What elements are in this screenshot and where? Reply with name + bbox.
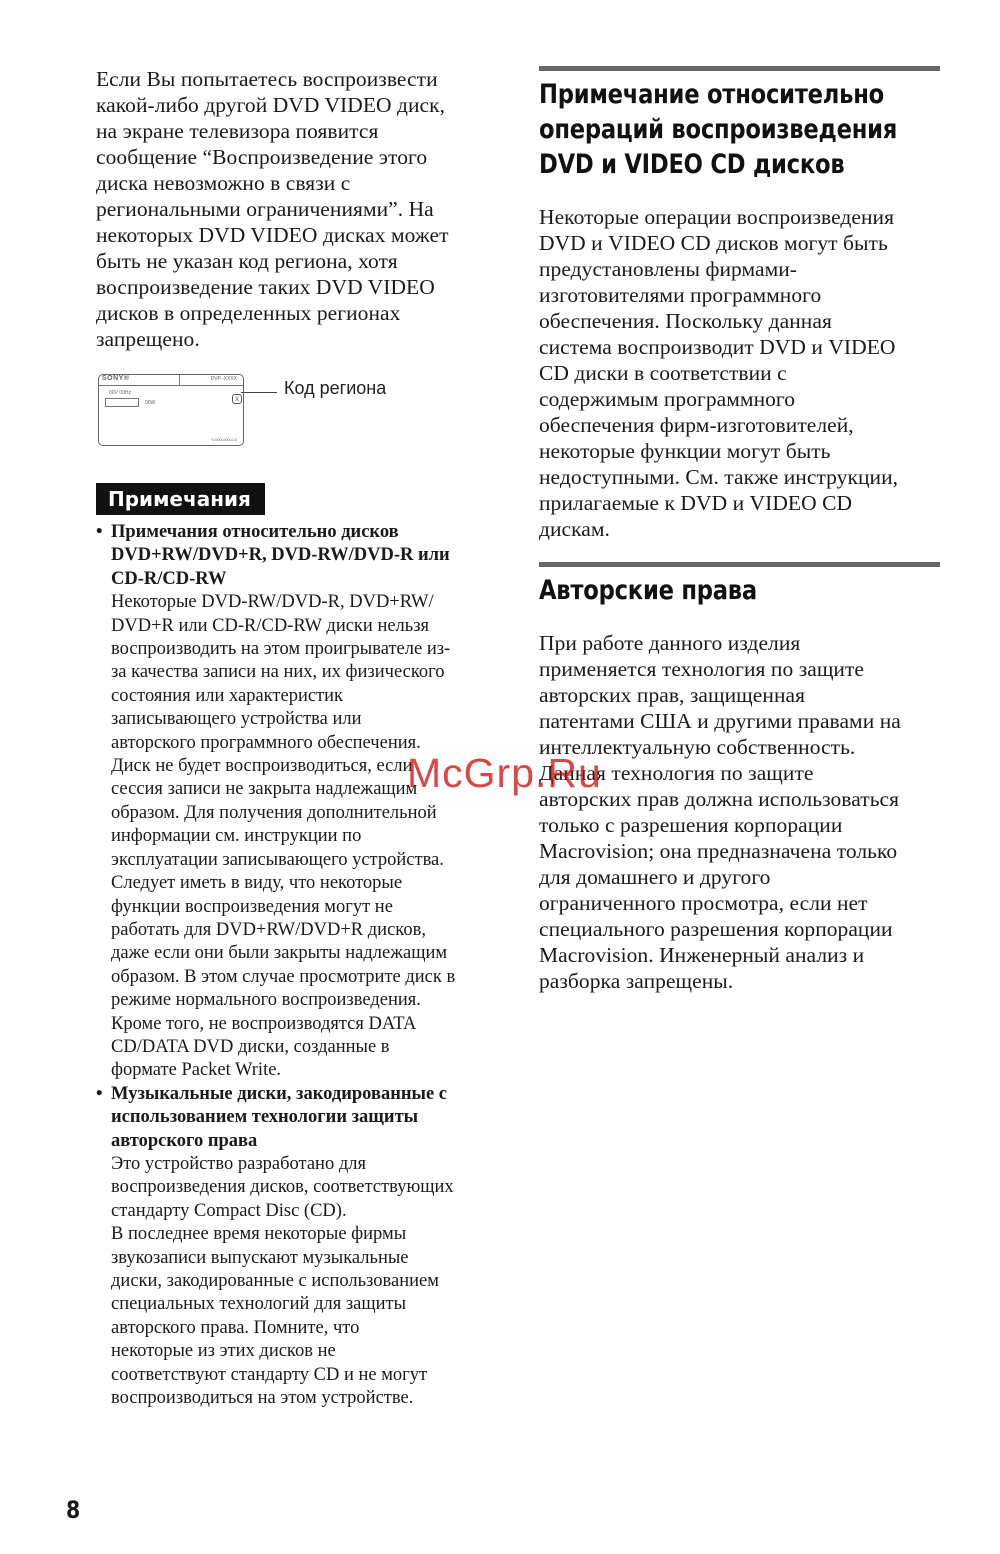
region-code-caption: Код региона (284, 378, 387, 398)
section-rule (539, 66, 940, 71)
note-item (96, 1083, 506, 1411)
intro-paragraph: Если Вы попытаетесь воспроизвести какой-либо другой DVD VIDEO диск, на экране телевизора появится сообщение “Воспроизведение этого диска невозможно в связи с региональными ограничениями”. На некоторых DVD VIDEO дисках может быть не указан код региона, хотя воспроизведение таких DVD VIDEO дисков в определенных регионах запрещено. (96, 67, 449, 351)
page-number: 8 (66, 1496, 81, 1524)
note-title: Примечания относительно дисков DVD+RW/DVD+R, DVD-RW/DVD-R или CD-R/CD-RW (111, 522, 450, 589)
rating-label-illustration (98, 374, 244, 446)
section-title: Примечание относительно операций воспроизведения DVD и VIDEO CD дисков (539, 79, 898, 180)
label-brand: SONY® (102, 375, 130, 382)
section-rule (539, 562, 940, 567)
label-wattage: 00W (145, 400, 156, 406)
bullet-icon: • (96, 1083, 103, 1104)
bullet-icon: • (96, 522, 103, 542)
notes-heading: Примечания (96, 483, 265, 515)
note-item (96, 521, 506, 1083)
note-body: Это устройство разработано для воспроизведения дисков, соответствующих стандарту Compact Disc (CD). В последнее время некоторые фирмы звукозаписи выпускают музыкальные диски, закодированные с использованием специальных технологий для защиты авторского права. Помните, что некоторые из этих дисков не соответствуют стандарту CD и не могут воспроизводиться на этом устройстве. (111, 1153, 454, 1409)
section-body: Некоторые операции воспроизведения DVD и VIDEO CD дисков могут быть предустановлены фирмами- изготовителями программного обеспечения. Поскольку данная система воспроизводит DVD и VIDEO CD диски в соответствии с содержимым программного обеспечения фирм-изготовителей, некоторые функции могут быть недоступными. См. также инструкции, прилагаемые к DVD и VIDEO CD дискам. (539, 205, 899, 541)
section-title: Авторские права (539, 575, 757, 606)
callout-line (241, 392, 277, 393)
left-column (96, 66, 506, 1410)
label-model: DVP–XXXX (210, 376, 237, 382)
section-body: При работе данного изделия применяется технология по защите авторских прав, защищенная патентами США и другими правами на интеллектуальную собственность. Данная технология по защите авторских прав должна использоваться только с разрешения корпорации Macrovision; она предназначена только для домашнего и другого ограниченного просмотра, если нет специального разрешения корпорации Macrovision. Инженерный анализ и разборка запрещены. (539, 631, 901, 993)
notes-list (96, 521, 506, 1410)
watermark: McGrp.Ru (407, 750, 602, 796)
label-serial: 0-000-000-0-0 (211, 437, 237, 442)
label-voltage: 00V 00Hz (109, 390, 131, 396)
section-playback-notes (539, 66, 940, 542)
right-column (539, 66, 940, 994)
note-title: Музыкальные диски, закодированные с использованием технологии защиты авторского права (111, 1083, 447, 1151)
note-body: Некоторые DVD-RW/DVD-R, DVD+RW/ DVD+R или CD-R/CD-RW диски нельзя воспроизводить на этом проигрывателе из- за качества записи на них, их физического состояния или характеристик записывающего устройства или авторского программного обеспечения. Диск не будет воспроизводиться, если сессия записи не закрыта надлежащим образом. Для получения дополнительной информации см. инструкции по эксплуатации записывающего устройства. Следует иметь в виду, что некоторые функции воспроизведения могут не работать для DVD+RW/DVD+R дисков, даже если они были закрыты надлежащим образом. В этом случае просмотрите диск в режиме нормального воспроизведения. Кроме того, не воспроизводятся DATA CD/DATA DVD диски, созданные в формате Packet Write. (111, 592, 456, 1081)
region-code-mark: X (232, 394, 242, 404)
region-code-figure (96, 368, 506, 463)
